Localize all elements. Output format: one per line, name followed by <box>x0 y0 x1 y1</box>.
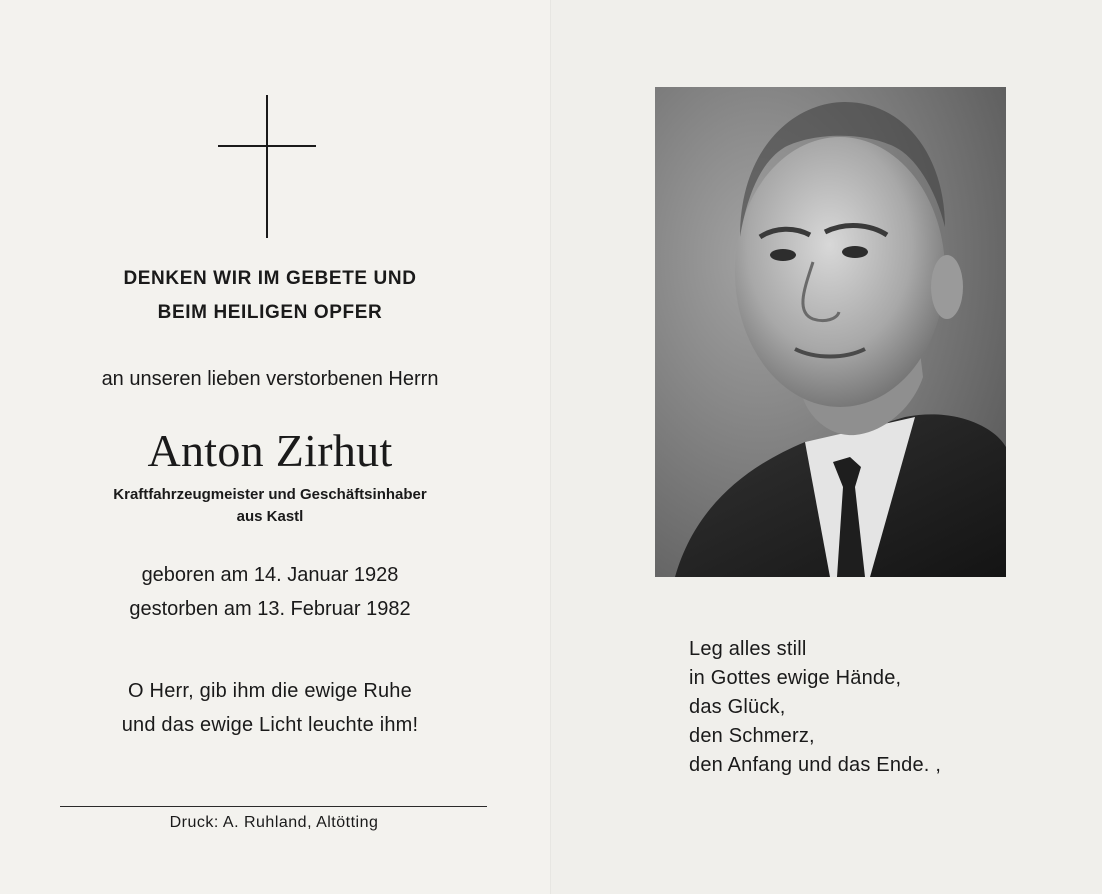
printer-credit: Druck: A. Ruhland, Altötting <box>169 814 379 831</box>
prayer-line-2: und das ewige Licht leuchte ihm! <box>121 714 419 736</box>
poem-line-4: den Schmerz, <box>689 725 815 747</box>
portrait-illustration <box>655 87 1006 577</box>
heading-line-1: DENKEN WIR IM GEBETE UND <box>123 268 417 289</box>
poem-line-3: das Glück, <box>689 696 786 718</box>
heading-line-2: BEIM HEILIGEN OPFER <box>157 302 383 323</box>
poem-line-2: in Gottes ewige Hände, <box>689 667 902 689</box>
divider-rule <box>60 806 487 807</box>
poem-line-5: den Anfang und das Ende. , <box>689 754 942 776</box>
cross-vertical-bar <box>266 95 268 238</box>
portrait-photo <box>655 87 1006 577</box>
ear-shape <box>931 255 963 319</box>
poem-line-1: Leg alles still <box>689 638 807 660</box>
intro-text: an unseren lieben verstorbenen Herrn <box>101 368 439 390</box>
birth-date: geboren am 14. Januar 1928 <box>141 564 399 586</box>
prayer-line-1: O Herr, gib ihm die ewige Ruhe <box>128 680 412 702</box>
hometown-text: aus Kastl <box>236 508 304 525</box>
death-date: gestorben am 13. Februar 1982 <box>129 598 411 620</box>
occupation-text: Kraftfahrzeugmeister und Geschäftsinhaber <box>113 486 427 503</box>
deceased-name: Anton Zirhut <box>147 425 393 476</box>
cross-icon <box>218 95 316 238</box>
face-shape <box>735 137 945 407</box>
cross-horizontal-bar <box>218 145 316 147</box>
